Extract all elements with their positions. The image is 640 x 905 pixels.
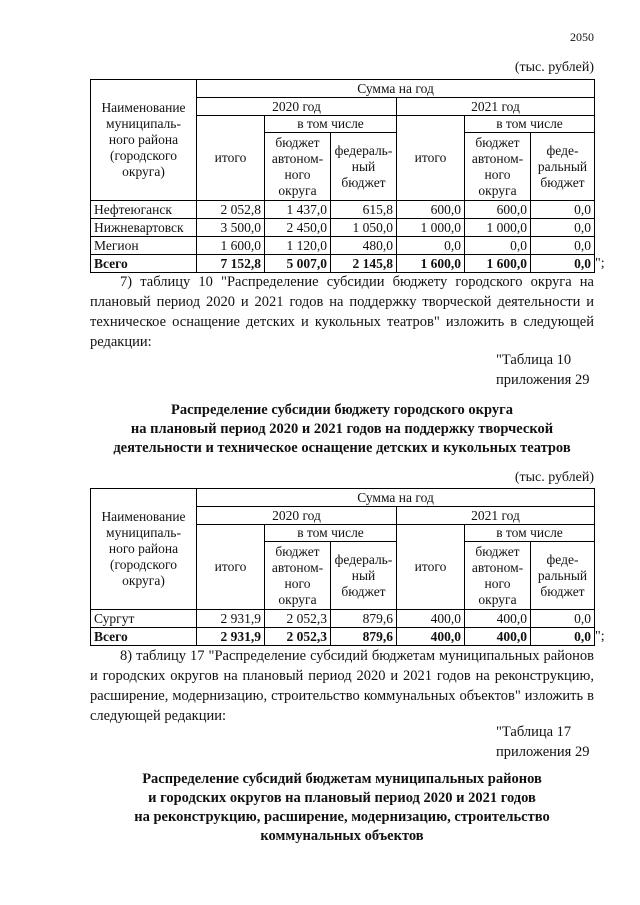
- paragraph-7: 7) таблицу 10 "Распределение субсидии бюджету городского округа на плановый период 2020 и 2021 годов на поддержку творческой деятельности и техническое оснащение детских и кукольных театров" изложить в следующей редакции:: [90, 274, 594, 350]
- table-row: Мегион 1 600,0 1 120,0 480,0 0,0 0,0 0,0: [91, 237, 595, 255]
- header-year-2021: 2021 год: [397, 98, 595, 116]
- table-row: Нефтеюганск 2 052,8 1 437,0 615,8 600,0 600,0 0,0: [91, 201, 595, 219]
- table-total-row: Всего 2 931,9 2 052,3 879,6 400,0 400,0 0,0: [91, 628, 595, 646]
- header-including-2021: в том числе: [465, 116, 595, 133]
- unit-label-table2: (тыс. рублей): [514, 470, 594, 485]
- header-sum: Сумма на год: [197, 489, 595, 507]
- header-total-2020: итого: [197, 525, 265, 610]
- page-number: 2050: [570, 30, 594, 44]
- header-federal-2021: феде-ральный бюджет: [531, 542, 595, 610]
- header-federal-2021: феде-ральный бюджет: [531, 133, 595, 201]
- header-year-2020: 2020 год: [197, 98, 397, 116]
- quote-close-mark: ";: [595, 256, 605, 271]
- table-total-row: Всего 7 152,8 5 007,0 2 145,8 1 600,0 1 600,0 0,0: [91, 255, 595, 273]
- unit-label-table1: (тыс. рублей): [514, 60, 594, 75]
- paragraph-8: 8) таблицу 17 "Распределение субсидий бюджетам муниципальных районов и городских округов на плановый период 2020 и 2021 годов на реконструкцию, расширение, модернизацию, строительство коммунальных объектов" изложить в следующей редакции:: [90, 648, 594, 724]
- header-autonomous-2021: бюджет автоном-ного округа: [465, 133, 531, 201]
- header-sum: Сумма на год: [197, 80, 595, 98]
- header-total-2020: итого: [197, 116, 265, 201]
- header-including-2020: в том числе: [265, 116, 397, 133]
- table-17-heading: Распределение субсидий бюджетам муниципальных районов и городских округов на плановый период 2020 и 2021 годов на реконструкцию, расширение, модернизацию, строительство коммунальных объектов: [134, 771, 550, 844]
- header-name: Наименование муниципаль-ного района (городского округа): [91, 489, 197, 610]
- quote-close-mark: ";: [595, 629, 605, 644]
- header-including-2020: в том числе: [265, 525, 397, 542]
- table-10-heading: Распределение субсидии бюджету городского округа на плановый период 2020 и 2021 годов на поддержку творческой деятельности и техническое оснащение детских и кукольных театров: [113, 402, 571, 456]
- table-row: Сургут 2 931,9 2 052,3 879,6 400,0 400,0 0,0: [91, 610, 595, 628]
- table-17-reference: "Таблица 17 приложения 29: [496, 724, 590, 760]
- subsidy-table-2: [90, 488, 595, 646]
- header-autonomous-2020: бюджет автоном-ного округа: [265, 133, 331, 201]
- table-row: Нижневартовск 3 500,0 2 450,0 1 050,0 1 000,0 1 000,0 0,0: [91, 219, 595, 237]
- header-total-2021: итого: [397, 116, 465, 201]
- header-year-2021: 2021 год: [397, 507, 595, 525]
- header-autonomous-2020: бюджет автоном-ного округа: [265, 542, 331, 610]
- header-federal-2020: федераль-ный бюджет: [331, 542, 397, 610]
- table-10-reference: "Таблица 10 приложения 29: [496, 352, 590, 388]
- header-including-2021: в том числе: [465, 525, 595, 542]
- subsidy-table-1: [90, 79, 595, 273]
- header-total-2021: итого: [397, 525, 465, 610]
- header-federal-2020: федераль-ный бюджет: [331, 133, 397, 201]
- header-year-2020: 2020 год: [197, 507, 397, 525]
- header-autonomous-2021: бюджет автоном-ного округа: [465, 542, 531, 610]
- header-name: Наименование муниципаль-ного района (городского округа): [91, 80, 197, 201]
